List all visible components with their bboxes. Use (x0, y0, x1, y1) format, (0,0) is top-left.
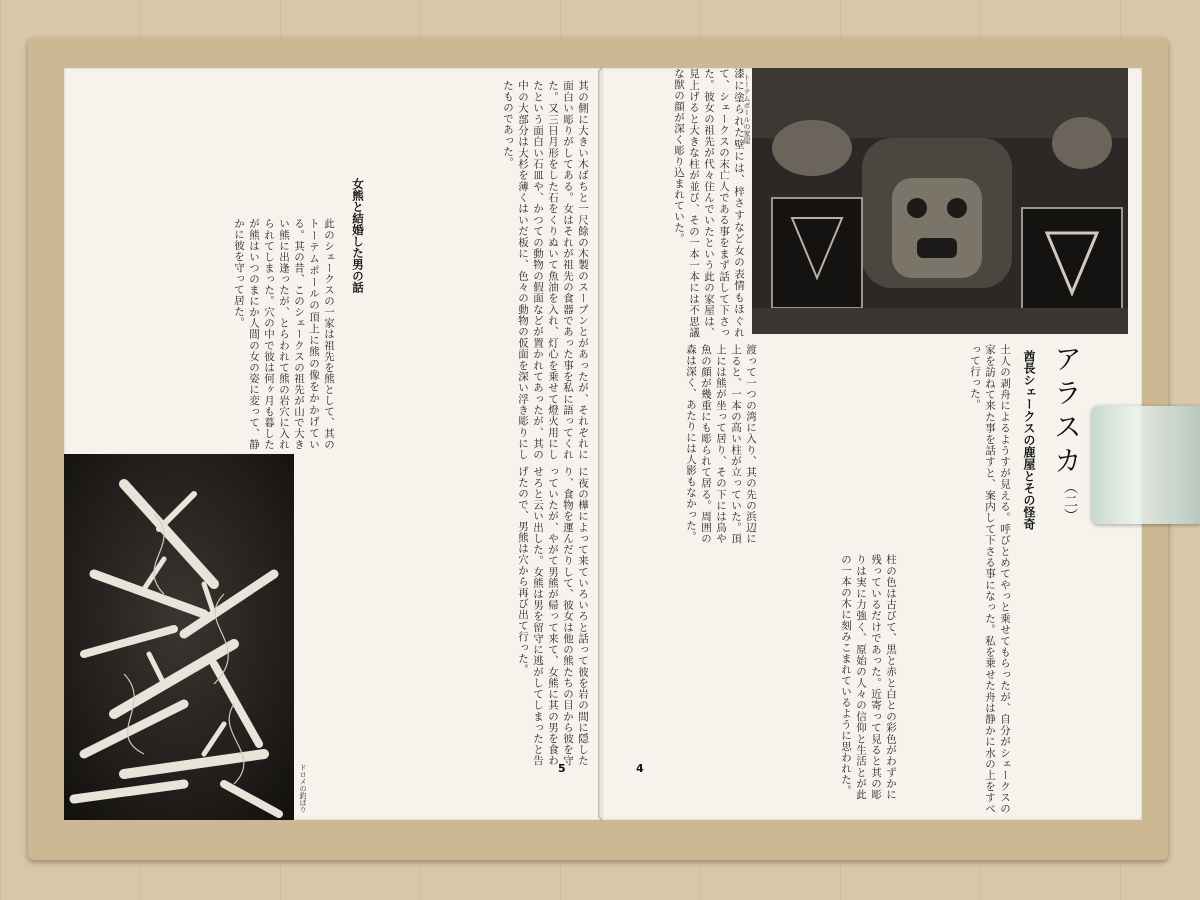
article-title: アラスカ (1050, 344, 1083, 480)
left-page-text-column-a: 其の側に大きい木ばちと一尺餘の木製のスープンとがあったが、それぞれに面白い彫りがしてある。女はそれが祖先の食器であった事を私に語ってくれた。又三日月形をした石をくりぬいて魚油を入れ、灯心を乗せて燈火用にしたという面白い石皿や、かつての動物の假面などが置かれてあったが、其の中の大部分は大杉を薄くはいだ板に、色々の動物の仮面を深い浮き彫りにしたものであった。 (502, 80, 589, 460)
left-page-number: 5 (558, 762, 566, 775)
fishhook-photo (64, 454, 294, 820)
left-page-text-column-b: 此のシェークスの一家は祖先を熊として、其のトーテムポールの頂上に熊の像をかかげている。其の昔、このシェークスの祖先が山で大きい熊に出逢ったが、とらわれて熊の岩穴に入れられてしまった。穴の中で彼は何ヶ月も暮したが熊はいつのまにか人間の女の姿に変って、静かに彼を守って居た。 (233, 218, 335, 450)
left-page-story-title: 女熊と結婚した男の話 (351, 178, 365, 293)
right-page-text-column-c: 渡って一つの湾に入り、其の先の浜辺に上ると、一本の高い柱が立っていた。頂上には熊が坐って居り、その下には鳥や魚の顔が幾重にも彫られて居る。周囲の森は深く、あたりには人影もなかった。 (685, 344, 757, 544)
left-page (64, 68, 600, 820)
fishhook-illustration (64, 454, 294, 820)
article-subtitle: 酋長シェークスの鹿屋とその怪奇 (1022, 350, 1036, 530)
right-page (602, 68, 1142, 820)
right-page-number: 4 (636, 762, 644, 775)
fishhook-photo-caption: ドロメの釣ばり (299, 764, 307, 813)
article-part-label: （二） (1062, 480, 1078, 522)
right-page-text-column-b: 土人の剥舟によるようすが見える。呼びとめてやっと乗せてもらったが、自分がシェークスの家を訪ねて来た事を話すと、案内して下さる事になった。私を乗せた舟は静かに水の上をすべって行った。 (969, 344, 1011, 814)
house-photo-caption: トーテムポールの家屋 (743, 74, 751, 144)
glass-paperweight (1092, 406, 1200, 524)
right-page-text-column-d: 柱の色は古びて、黒と赤と白との彩色がわずかに残っているだけであった。近寄って見ると其の彫りは実に力強く、原始の人々の信仰と生活とが此の一本の木に刻みこまれているように思われた。 (840, 554, 897, 800)
totem-house-photo (752, 68, 1128, 334)
left-page-text-column-c: に夜の樺によって来ていろいろと話って彼を岩の間に隠したり、食物を運んだりして、彼女は他の熊たちの目から彼を守っていたが、やがて男熊が帰って来て、女熊に其の男を食わせろと云い出した。女熊は男を留守に逃がしてしまったと告げたので、男熊は穴から再び出て行った。 (517, 466, 589, 766)
totem-house-illustration (752, 68, 1128, 334)
right-page-text-column-a: 漆に塗られた壁には、梓さすなど女の表情もほぐれて、シェークスの末亡人である事をまず話して下さった。彼女の祖先が代々住んでいたという此の家屋は、見上げると大きな柱が並び、その一本一本には不思議な獣の顔が深く彫り込まれていた。 (673, 68, 745, 338)
